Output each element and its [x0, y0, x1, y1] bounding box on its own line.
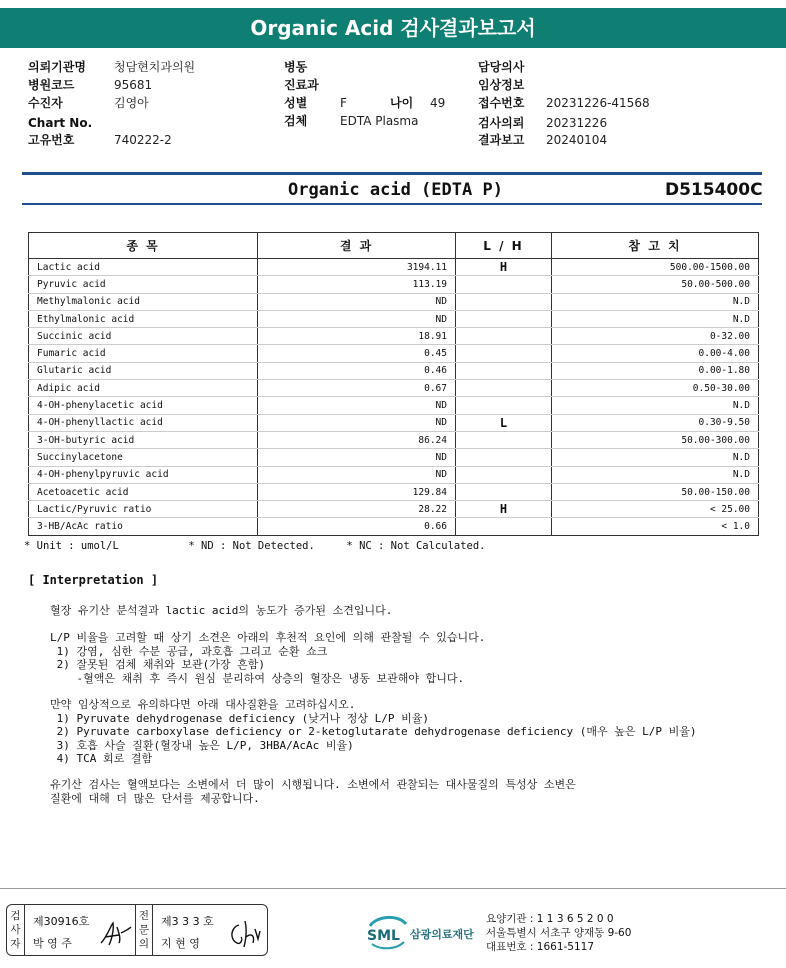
lh-flag [456, 466, 552, 483]
label-institution: 의뢰기관명 [28, 60, 86, 74]
lh-flag [456, 293, 552, 310]
logo-text: SML [367, 928, 400, 944]
table-row [29, 362, 759, 379]
interpretation-urine-note: 유기산 검사는 혈액보다는 소변에서 더 많이 시행됩니다. 소변에서 관찰되는 대사물질의 특성상 소변은 질환에 대해 더 많은 단서를 제공합니다. [50, 778, 576, 805]
table-row [29, 259, 759, 276]
lh-flag: H [456, 501, 552, 518]
table-row [29, 501, 759, 518]
value-request-date: 20231226 [546, 116, 608, 130]
value-age: 49 [430, 96, 446, 110]
analyte-name: Methylmalonic acid [29, 293, 258, 310]
analyte-name: Adipic acid [29, 380, 258, 397]
signature-box [6, 904, 268, 956]
reference-range: < 25.00 [552, 501, 759, 518]
section-rule-top [22, 172, 762, 175]
result-value: 0.67 [258, 380, 456, 397]
reference-range: 50.00-500.00 [552, 276, 759, 293]
analyte-name: Pyruvic acid [29, 276, 258, 293]
interpretation-metabolic: 만약 임상적으로 유의하다면 아래 대사질환을 고려하십시오. 1) Pyruvate dehydrogenase deficiency (낮거나 정상 L/P 비율) 2) Pyruvate carboxylase deficiency or 2-ketoglutarate dehydrogenase deficiency (매우 높은 L/P 비율) 3) 호흡 사슬 질환(혈장내 높은 L/P, 3HBA/AcAc 비율) 4) TCA 회로 결함 [50, 698, 697, 765]
footnote-nd: * ND : Not Detected. [188, 540, 315, 552]
table-row [29, 431, 759, 448]
table-row [29, 345, 759, 362]
label-specimen: 검체 [284, 114, 308, 128]
interpretation-lp-factors: L/P 비율을 고려할 때 상기 소견은 아래의 후천적 요인에 의해 관찰될 수 있습니다. 1) 강염, 심한 수분 공급, 과호흡 그리고 순환 쇼크 2) 잘못된 검체 채취와 보관(가장 흔함) -혈액은 채취 후 즉시 원심 분리하여 상층의 혈장은 냉동 보관해야 합니다. [50, 631, 486, 685]
table-row [29, 276, 759, 293]
label-unique-no: 고유번호 [28, 133, 75, 147]
table-row [29, 483, 759, 500]
results-body [29, 259, 759, 536]
reference-range: < 1.0 [552, 518, 759, 535]
lh-flag [456, 310, 552, 327]
table-row [29, 466, 759, 483]
lh-flag [456, 397, 552, 414]
analyte-name: 4-OH-phenylacetic acid [29, 397, 258, 414]
table-row [29, 328, 759, 345]
table-row [29, 449, 759, 466]
value-institution: 청담현치과의원 [114, 60, 196, 74]
test-code: D515400C [665, 180, 763, 200]
table-row [29, 380, 759, 397]
table-row [29, 293, 759, 310]
specialist-name: 지 현 영 [161, 937, 200, 950]
reference-range: 0-32.00 [552, 328, 759, 345]
analyte-name: 4-OH-phenyllactic acid [29, 414, 258, 431]
label-doctor: 담당의사 [478, 60, 525, 74]
sml-logo-icon [366, 912, 410, 952]
org-name: 삼광의료재단 [410, 928, 474, 941]
result-value: 0.66 [258, 518, 456, 535]
examiner-caption: 검 사 자 [7, 905, 25, 955]
reference-range: 50.00-150.00 [552, 483, 759, 500]
analyte-name: Succinic acid [29, 328, 258, 345]
lh-flag [456, 483, 552, 500]
analyte-name: Fumaric acid [29, 345, 258, 362]
contact-info [486, 912, 631, 954]
interpretation-heading: [ Interpretation ] [28, 573, 159, 587]
agency-number: 요양기관 : 1 1 3 6 5 2 0 0 [486, 913, 614, 925]
result-value: 0.45 [258, 345, 456, 362]
analyte-name: Acetoacetic acid [29, 483, 258, 500]
table-row [29, 397, 759, 414]
examiner-license: 제30916호 [33, 915, 90, 928]
result-value: ND [258, 397, 456, 414]
interpretation-summary: 혈장 유기산 분석결과 lactic acid의 농도가 증가된 소견입니다. [50, 604, 393, 617]
header-result: 결 과 [258, 233, 456, 259]
lh-flag [456, 328, 552, 345]
analyte-name: Ethylmalonic acid [29, 310, 258, 327]
analyte-name: Succinylacetone [29, 449, 258, 466]
results-table [28, 232, 759, 536]
result-value: 28.22 [258, 501, 456, 518]
result-value: ND [258, 414, 456, 431]
reference-range: 0.00-1.80 [552, 362, 759, 379]
value-receipt-no: 20231226-41568 [546, 96, 650, 110]
result-value: ND [258, 293, 456, 310]
label-ward: 병동 [284, 60, 308, 74]
table-row [29, 310, 759, 327]
value-patient: 김영아 [114, 96, 149, 110]
value-unique-no: 740222-2 [114, 133, 172, 147]
reference-range: N.D [552, 293, 759, 310]
lh-flag [456, 362, 552, 379]
header-lh: L / H [456, 233, 552, 259]
value-report-date: 20240104 [546, 133, 608, 147]
reference-range: N.D [552, 397, 759, 414]
examiner-signature-icon [99, 919, 133, 949]
phone-number: 대표번호 : 1661-5117 [486, 941, 595, 953]
analyte-name: 4-OH-phenylpyruvic acid [29, 466, 258, 483]
reference-range: 0.50-30.00 [552, 380, 759, 397]
address: 서울특별시 서초구 양재동 9-60 [486, 927, 632, 939]
specialist-signature-icon [227, 919, 261, 949]
footnote-nc: * NC : Not Calculated. [346, 540, 486, 552]
table-row [29, 414, 759, 431]
specialist-caption: 전 문 의 [135, 905, 153, 955]
footnote-unit: * Unit : umol/L [24, 540, 119, 552]
analyte-name: 3-OH-butyric acid [29, 431, 258, 448]
label-clinical-info: 임상정보 [478, 78, 525, 92]
label-hospital-code: 병원코드 [28, 78, 75, 92]
reference-range: N.D [552, 310, 759, 327]
analyte-name: Glutaric acid [29, 362, 258, 379]
examiner-name: 박 영 주 [33, 937, 72, 950]
label-report-date: 결과보고 [478, 133, 525, 147]
header-reference: 참 고 치 [552, 233, 759, 259]
report-title: Organic Acid 검사결과보고서 [0, 8, 786, 48]
analyte-name: 3-HB/AcAc ratio [29, 518, 258, 535]
header-item: 종 목 [29, 233, 258, 259]
test-title: Organic acid (EDTA P) [288, 180, 503, 200]
reference-range: 0.00-4.00 [552, 345, 759, 362]
result-value: 86.24 [258, 431, 456, 448]
table-header-row [29, 233, 759, 259]
analyte-name: Lactic/Pyruvic ratio [29, 501, 258, 518]
value-specimen: EDTA Plasma [340, 114, 419, 128]
specialist-license: 제3 3 3 호 [161, 915, 214, 928]
result-value: ND [258, 310, 456, 327]
result-value: 0.46 [258, 362, 456, 379]
lh-flag: L [456, 414, 552, 431]
lh-flag [456, 380, 552, 397]
reference-range: N.D [552, 449, 759, 466]
footnotes [24, 540, 486, 552]
reference-range: 500.00-1500.00 [552, 259, 759, 276]
lh-flag [456, 276, 552, 293]
table-row [29, 518, 759, 535]
result-value: ND [258, 466, 456, 483]
footer-divider [0, 888, 786, 889]
result-value: ND [258, 449, 456, 466]
lh-flag: H [456, 259, 552, 276]
label-sex: 성별 [284, 96, 308, 110]
value-hospital-code: 95681 [114, 78, 153, 92]
lh-flag [456, 345, 552, 362]
analyte-name: Lactic acid [29, 259, 258, 276]
lh-flag [456, 431, 552, 448]
lh-flag [456, 449, 552, 466]
reference-range: 50.00-300.00 [552, 431, 759, 448]
label-chart-no: Chart No. [28, 116, 93, 130]
lh-flag [456, 518, 552, 535]
label-request-date: 검사의뢰 [478, 116, 525, 130]
label-patient: 수진자 [28, 96, 63, 110]
result-value: 113.19 [258, 276, 456, 293]
result-value: 18.91 [258, 328, 456, 345]
reference-range: N.D [552, 466, 759, 483]
result-value: 3194.11 [258, 259, 456, 276]
label-age: 나이 [390, 96, 414, 110]
label-receipt-no: 접수번호 [478, 96, 525, 110]
label-department: 진료과 [284, 78, 319, 92]
section-rule-bottom [22, 203, 762, 205]
result-value: 129.84 [258, 483, 456, 500]
value-sex: F [340, 96, 347, 110]
reference-range: 0.30-9.50 [552, 414, 759, 431]
